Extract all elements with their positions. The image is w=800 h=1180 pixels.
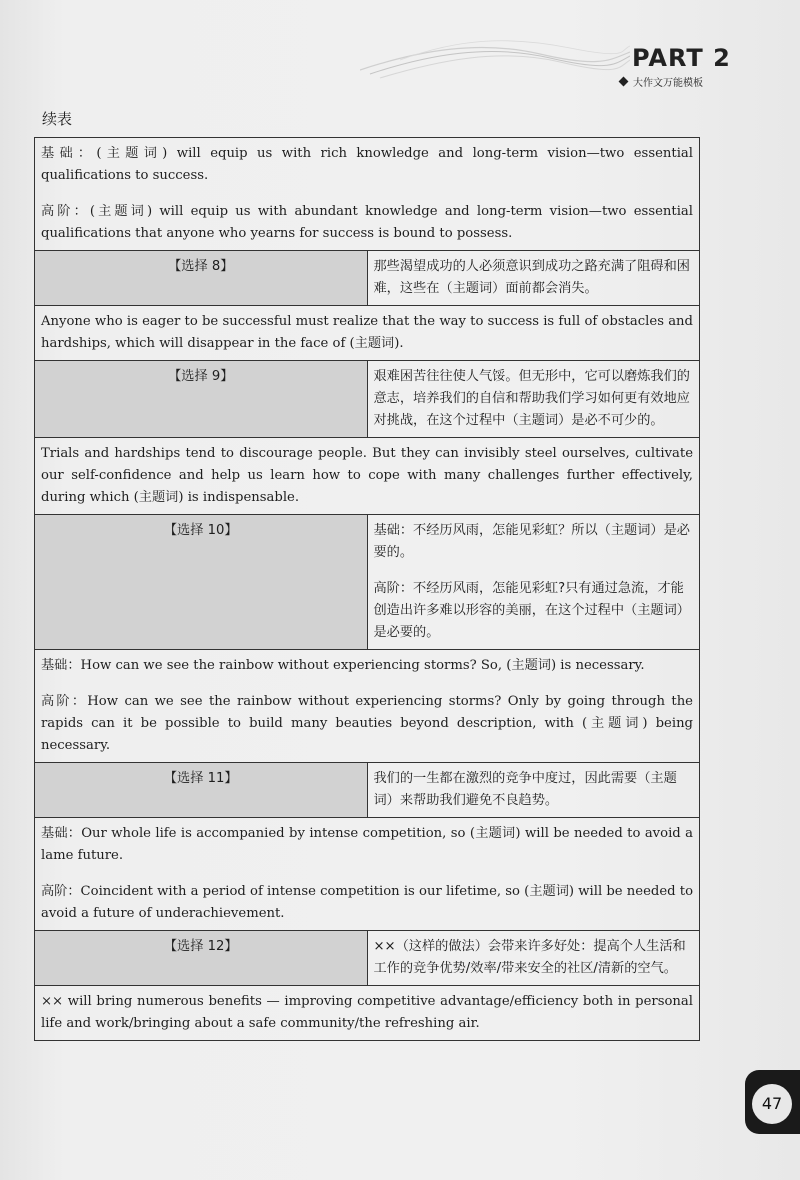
choice-row xyxy=(35,515,700,650)
choice-label: 【选择 8】 xyxy=(35,251,368,306)
chinese-text-cell xyxy=(367,931,700,986)
chinese-text-cell xyxy=(367,515,700,650)
part-heading: PART 2 xyxy=(632,44,731,72)
choice-label: 【选择 9】 xyxy=(35,361,368,438)
chinese-text-cell xyxy=(367,763,700,818)
continued-label: 续表 xyxy=(42,110,73,128)
chinese-text-cell xyxy=(367,361,700,438)
paragraph: 高阶：Coincident with a period of intense competition is our lifetime, so (主题词) will be needed to avoid a future of underachievement. xyxy=(41,884,694,921)
paragraph-gap xyxy=(374,564,694,578)
paragraph-gap xyxy=(41,867,693,881)
paragraph: ×× will bring numerous benefits — improving competitive advantage/efficiency both in personal life and work/bringing about a safe community/the refreshing air. xyxy=(41,994,693,1031)
part-subtitle-text: 大作文万能模板 xyxy=(633,78,703,89)
english-text-cell xyxy=(35,306,700,361)
english-row xyxy=(35,818,700,931)
paragraph: 高阶：不经历风雨，怎能见彩虹?只有通过急流，才能创造出许多难以形容的美丽，在这个过程中（主题词）是必要的。 xyxy=(373,581,690,640)
english-text-cell xyxy=(35,986,700,1041)
paragraph: 基础：Our whole life is accompanied by intense competition, so (主题词) will be needed to avoid a lame future. xyxy=(41,826,693,863)
choice-row xyxy=(35,763,700,818)
paragraph: 艰难困苦往往使人气馁。但无形中，它可以磨炼我们的意志，培养我们的自信和帮助我们学习如何更有效地应对挑战，在这个过程中（主题词）是必不可少的。 xyxy=(373,369,690,428)
paragraph: 基础：How can we see the rainbow without experiencing storms? So, (主题词) is necessary. xyxy=(41,658,645,673)
english-row xyxy=(35,650,700,763)
paragraph: 基础：(主题词) will equip us with rich knowledge and long-term vision—two essential qualifications to success. xyxy=(41,146,693,183)
header-swoosh-decoration xyxy=(360,30,630,90)
english-row xyxy=(35,438,700,515)
paragraph: Trials and hardships tend to discourage people. But they can invisibly steel ourselves, cultivate our self-confidence and help us learn how to cope with many challenges further effectively, during which (主题词) is indispensable. xyxy=(41,446,693,505)
english-row xyxy=(35,138,700,251)
choice-label: 【选择 11】 xyxy=(35,763,368,818)
choice-label: 【选择 10】 xyxy=(35,515,368,650)
choice-row xyxy=(35,361,700,438)
english-row xyxy=(35,986,700,1041)
paragraph-gap xyxy=(41,677,693,691)
paragraph: 基础：不经历风雨，怎能见彩虹？所以（主题词）是必要的。 xyxy=(373,523,690,560)
english-text-cell xyxy=(35,138,700,251)
choice-row xyxy=(35,931,700,986)
paragraph: 那些渴望成功的人必须意识到成功之路充满了阻碍和困难，这些在（主题词）面前都会消失。 xyxy=(373,259,690,296)
english-text-cell xyxy=(35,650,700,763)
paragraph: ××（这样的做法）会带来许多好处：提高个人生活和工作的竞争优势/效率/带来安全的社区/清新的空气。 xyxy=(373,939,686,976)
page-number: 47 xyxy=(752,1084,792,1124)
diamond-icon xyxy=(619,77,629,87)
paragraph: 我们的一生都在激烈的竞争中度过，因此需要（主题词）来帮助我们避免不良趋势。 xyxy=(373,771,677,808)
part-subtitle xyxy=(620,74,703,89)
template-table xyxy=(34,137,700,1041)
paragraph: 高阶：(主题词) will equip us with abundant knowledge and long-term vision—two essential qualifications that anyone who yearns for success is bound to possess. xyxy=(41,204,693,241)
choice-row xyxy=(35,251,700,306)
english-text-cell xyxy=(35,818,700,931)
chinese-text-cell xyxy=(367,251,700,306)
english-row xyxy=(35,306,700,361)
template-table-body xyxy=(35,138,700,1041)
choice-label: 【选择 12】 xyxy=(35,931,368,986)
paragraph: 高阶：How can we see the rainbow without experiencing storms? Only by going through the rapids can it be possible to build many beauties beyond description, with (主题词) being necessary. xyxy=(41,694,693,753)
paragraph: Anyone who is eager to be successful must realize that the way to success is full of obstacles and hardships, which will disappear in the face of (主题词). xyxy=(41,314,693,351)
english-text-cell xyxy=(35,438,700,515)
paragraph-gap xyxy=(41,187,693,201)
